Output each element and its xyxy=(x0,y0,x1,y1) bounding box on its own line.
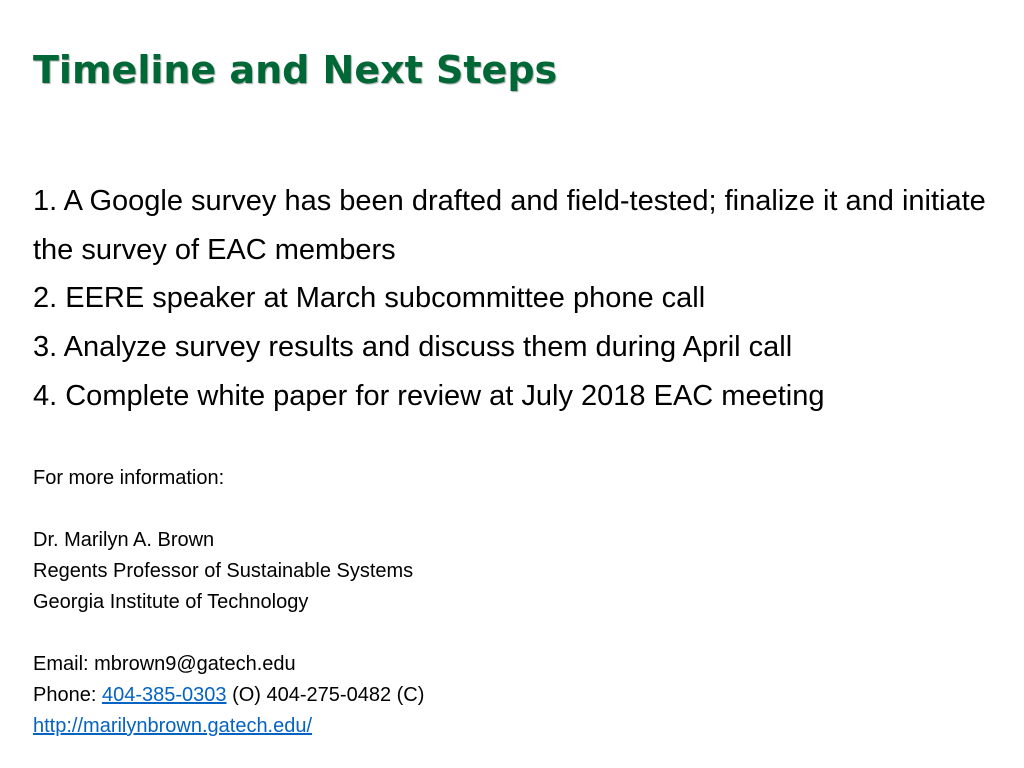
phone-cell-suffix: (C) xyxy=(391,684,425,706)
contact-website-line xyxy=(33,711,733,742)
phone-label: Phone: xyxy=(33,684,102,706)
steps-list xyxy=(33,177,993,421)
phone-cell: 404-275-0482 xyxy=(266,684,392,706)
contact-position: Regents Professor of Sustainable Systems xyxy=(33,560,414,582)
step-item-2: 2. EERE speaker at March subcommittee phone call xyxy=(33,282,706,315)
contact-block xyxy=(33,463,733,742)
email-address: mbrown9@gatech.edu xyxy=(94,653,296,675)
step-item-4: 4. Complete white paper for review at July 2018 EAC meeting xyxy=(33,379,825,412)
contact-spacer xyxy=(33,618,733,649)
phone-office-link[interactable]: 404-385-0303 xyxy=(101,684,227,706)
contact-heading: For more information: xyxy=(33,467,225,489)
contact-email-line xyxy=(33,649,733,680)
slide-title: Timeline and Next Steps xyxy=(33,48,558,92)
contact-institution: Georgia Institute of Technology xyxy=(33,591,309,613)
contact-name: Dr. Marilyn A. Brown xyxy=(33,529,215,551)
step-item-1: 1. A Google survey has been drafted and field-tested; finalize it and initiate the survey of EAC members xyxy=(33,185,986,266)
email-label: Email: xyxy=(33,653,95,675)
step-item-3: 3. Analyze survey results and discuss them during April call xyxy=(33,331,793,364)
contact-phone-line xyxy=(33,680,733,711)
contact-spacer xyxy=(33,494,733,525)
phone-office-suffix: (O) xyxy=(226,684,267,706)
website-link[interactable]: http://marilynbrown.gatech.edu/ xyxy=(33,715,313,737)
